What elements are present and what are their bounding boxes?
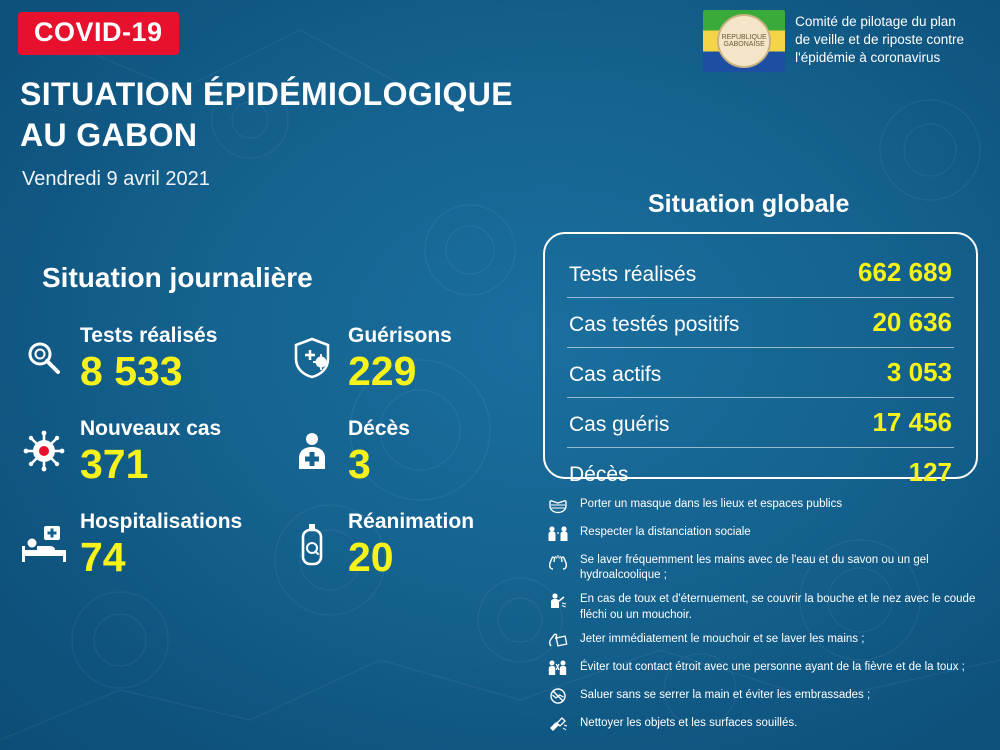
stat-label: Hospitalisations <box>80 510 243 533</box>
person-cross-icon <box>286 415 338 473</box>
page-title <box>20 74 513 156</box>
advice-text: Éviter tout contact étroit avec une personne ayant de la fièvre et de la toux ; <box>580 660 965 673</box>
organization-name-line3: l'épidémie à coronavirus <box>795 49 941 65</box>
hospital-bed-icon <box>18 508 70 566</box>
no-handshake-icon <box>545 685 571 707</box>
daily-stats-row <box>18 508 538 601</box>
global-row-gueris <box>567 398 954 448</box>
distancing-icon <box>545 522 571 544</box>
gabon-emblem-icon <box>703 10 785 72</box>
global-row-deces <box>567 448 954 497</box>
advice-item-avoid-contact <box>545 657 985 679</box>
daily-stats-row <box>18 415 538 508</box>
advice-item-distancing <box>545 522 985 544</box>
stat-label: Décès <box>348 417 410 440</box>
global-row-label: Cas testés positifs <box>569 313 740 336</box>
prevention-advice-list <box>545 494 985 741</box>
advice-text: En cas de toux et d'éternuement, se couvrir la bouche et le nez avec le coude fléchi ou un mouchoir. <box>580 593 976 621</box>
global-row-label: Cas guéris <box>569 413 670 436</box>
stat-label: Guérisons <box>348 324 452 347</box>
organization-name <box>795 10 964 67</box>
stat-value: 229 <box>348 348 417 395</box>
shield-virus-icon <box>286 322 338 380</box>
clean-surface-icon <box>545 713 571 735</box>
mask-icon <box>545 494 571 516</box>
global-row-value: 17 456 <box>872 407 952 437</box>
stat-guerisons <box>286 322 526 395</box>
organization-name-line1: Comité de pilotage du plan <box>795 14 956 29</box>
tissue-icon <box>545 629 571 651</box>
stat-label: Tests réalisés <box>80 324 218 347</box>
global-row-label: Tests réalisés <box>569 263 697 286</box>
stat-label: Nouveaux cas <box>80 417 222 440</box>
organization-name-line2: de veille et de riposte contre <box>795 31 964 47</box>
report-date: Vendredi 9 avril 2021 <box>22 168 210 190</box>
global-row-tests <box>567 248 954 298</box>
global-stats-card <box>543 232 978 487</box>
advice-item-clean-surface <box>545 713 985 735</box>
stat-value: 74 <box>80 534 126 581</box>
page-title-line1: SITUATION ÉPIDÉMIOLOGIQUE <box>20 76 513 112</box>
daily-stats-grid <box>18 322 538 601</box>
stat-value: 371 <box>80 441 149 488</box>
covid19-badge-label: COVID-19 <box>34 17 163 47</box>
advice-item-cough-elbow <box>545 589 985 622</box>
advice-text: Jeter immédiatement le mouchoir et se laver les mains ; <box>580 632 865 645</box>
stat-tests-realises <box>18 322 286 395</box>
daily-section-title: Situation journalière <box>42 262 313 293</box>
global-row-value: 662 689 <box>858 257 952 287</box>
emblem-seal-label: REPUBLIQUE GABONAISE <box>717 14 771 68</box>
global-row-label: Décès <box>569 463 629 486</box>
stat-value: 20 <box>348 534 394 581</box>
stat-deces <box>286 415 526 488</box>
advice-text: Respecter la distanciation sociale <box>580 526 751 538</box>
stat-nouveaux-cas <box>18 415 286 488</box>
daily-stats-row <box>18 322 538 415</box>
advice-text: Porter un masque dans les lieux et espaces publics <box>580 498 843 510</box>
global-row-actifs <box>567 348 954 398</box>
global-row-positifs <box>567 298 954 348</box>
stat-reanimation <box>286 508 526 581</box>
stat-value: 3 <box>348 441 371 488</box>
avoid-contact-icon <box>545 657 571 679</box>
advice-item-tissue <box>545 629 985 651</box>
advice-text: Nettoyer les objets et les surfaces souillés. <box>580 716 798 729</box>
covid19-badge <box>18 12 179 55</box>
page-title-line2: AU GABON <box>20 116 198 153</box>
advice-item-handwash <box>545 550 985 583</box>
global-row-value: 3 053 <box>886 357 952 387</box>
magnifier-icon <box>18 322 70 380</box>
advice-item-mask <box>545 494 985 516</box>
global-row-value: 20 636 <box>872 307 952 337</box>
global-row-value: 127 <box>908 457 952 487</box>
advice-text: Saluer sans se serrer la main et éviter les embrassades ; <box>580 688 871 701</box>
organization-logo-block <box>703 10 964 72</box>
stat-label: Réanimation <box>348 510 475 533</box>
stat-value: 8 533 <box>80 348 183 395</box>
global-row-label: Cas actifs <box>569 363 662 386</box>
advice-item-no-handshake <box>545 685 985 707</box>
cough-elbow-icon <box>545 589 571 611</box>
virus-icon <box>18 415 70 473</box>
advice-text: Se laver fréquemment les mains avec de l'eau et du savon ou un gel hydroalcoolique ; <box>580 554 929 582</box>
oxygen-tank-icon <box>286 508 338 566</box>
handwash-icon <box>545 550 571 572</box>
stat-hospitalisations <box>18 508 286 581</box>
global-section-title: Situation globale <box>648 190 850 218</box>
